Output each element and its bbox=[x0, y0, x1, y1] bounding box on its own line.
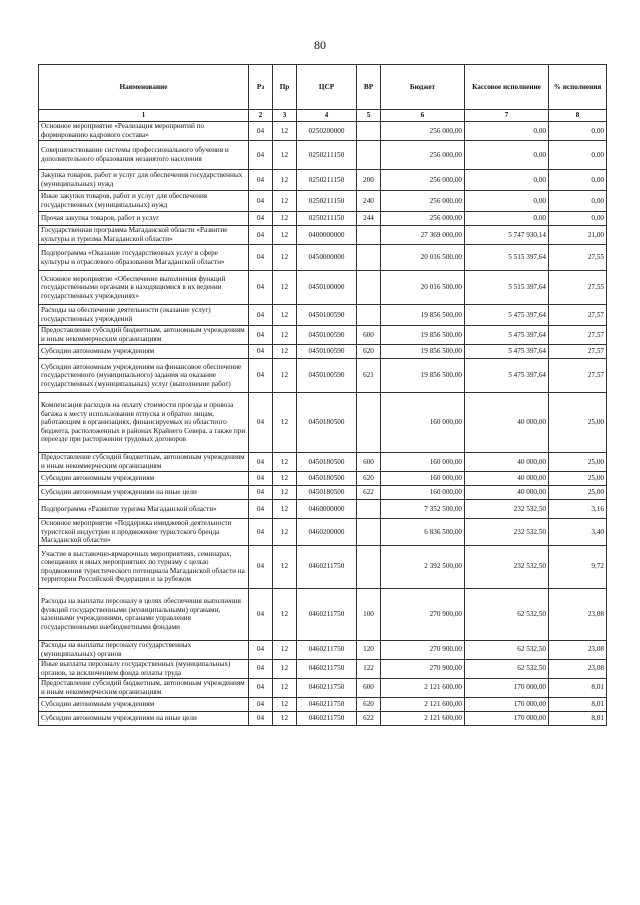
cell-budget: 19 856 500,00 bbox=[381, 326, 465, 345]
cell-rz: 04 bbox=[249, 170, 273, 191]
cell-rz: 04 bbox=[249, 588, 273, 640]
cell-percent: 27,55 bbox=[549, 271, 607, 305]
cell-name: Прочая закупка товаров, работ и услуг bbox=[39, 212, 249, 226]
cell-pr: 12 bbox=[273, 472, 297, 486]
cell-rz: 04 bbox=[249, 122, 273, 141]
cell-name: Подпрограмма «Оказание государственных услуг в сфере культуры и отраслевого образования Магаданской области» bbox=[39, 245, 249, 271]
cell-percent: 25,00 bbox=[549, 486, 607, 500]
table-body bbox=[39, 122, 607, 726]
cell-name: Подпрограмма «Развитие туризма Магаданской области» bbox=[39, 500, 249, 519]
cell-name: Субсидии автономным учреждениям bbox=[39, 697, 249, 711]
cell-csr: 0450100000 bbox=[297, 271, 357, 305]
cell-kassa: 170 000,00 bbox=[465, 697, 549, 711]
cell-pr: 12 bbox=[273, 271, 297, 305]
cell-kassa: 0,00 bbox=[465, 170, 549, 191]
cell-pr: 12 bbox=[273, 486, 297, 500]
cell-budget: 160 000,00 bbox=[381, 486, 465, 500]
cell-name: Предоставление субсидий бюджетным, автономным учреждениям и иным некоммерческим организациям bbox=[39, 678, 249, 697]
table-row bbox=[39, 545, 607, 588]
cell-kassa: 0,00 bbox=[465, 191, 549, 212]
cell-percent: 27,57 bbox=[549, 345, 607, 359]
cell-pr: 12 bbox=[273, 141, 297, 170]
cell-name: Государственная программа Магаданской области «Развитие культуры и туризма Магаданской области» bbox=[39, 226, 249, 245]
cell-vr: 600 bbox=[357, 326, 381, 345]
cell-percent: 0,00 bbox=[549, 170, 607, 191]
cell-name: Иные закупки товаров, работ и услуг для обеспечения государственных (муниципальных) нужд bbox=[39, 191, 249, 212]
page-number: 80 bbox=[314, 38, 326, 52]
cell-vr bbox=[357, 545, 381, 588]
cell-percent: 0,00 bbox=[549, 191, 607, 212]
cell-pr: 12 bbox=[273, 245, 297, 271]
cell-vr: 622 bbox=[357, 711, 381, 725]
cell-percent: 27,57 bbox=[549, 305, 607, 326]
cell-rz: 04 bbox=[249, 472, 273, 486]
cell-budget: 6 836 500,00 bbox=[381, 519, 465, 546]
cell-percent: 23,08 bbox=[549, 588, 607, 640]
cell-pr: 12 bbox=[273, 659, 297, 678]
table-row bbox=[39, 659, 607, 678]
cell-name: Субсидии автономным учреждениям на иные цели bbox=[39, 711, 249, 725]
table-row bbox=[39, 500, 607, 519]
cell-pr: 12 bbox=[273, 345, 297, 359]
cell-rz: 04 bbox=[249, 245, 273, 271]
cell-rz: 04 bbox=[249, 305, 273, 326]
cell-budget: 19 856 500,00 bbox=[381, 305, 465, 326]
cell-name: Основное мероприятие «Обеспечение выполнения функций государственными органами в находящимися в их ведении государственных учреждениях» bbox=[39, 271, 249, 305]
cell-name: Закупка товаров, работ и услуг для обеспечения государственных (муниципальных) нужд bbox=[39, 170, 249, 191]
cell-pr: 12 bbox=[273, 519, 297, 546]
cell-name: Расходы на обеспечение деятельности (оказание услуг) государственных учреждений bbox=[39, 305, 249, 326]
cell-name: Субсидии автономным учреждениям bbox=[39, 345, 249, 359]
cell-vr bbox=[357, 305, 381, 326]
cell-vr bbox=[357, 393, 381, 453]
header-vr: ВР bbox=[357, 65, 381, 110]
cell-vr: 620 bbox=[357, 697, 381, 711]
cell-kassa: 62 532,50 bbox=[465, 588, 549, 640]
table-row bbox=[39, 226, 607, 245]
cell-budget: 256 000,00 bbox=[381, 191, 465, 212]
column-number: 8 bbox=[549, 110, 607, 122]
cell-vr bbox=[357, 500, 381, 519]
cell-percent: 21,00 bbox=[549, 226, 607, 245]
cell-budget: 20 016 500,00 bbox=[381, 245, 465, 271]
cell-kassa: 40 000,00 bbox=[465, 486, 549, 500]
cell-vr bbox=[357, 141, 381, 170]
cell-csr: 0460211750 bbox=[297, 678, 357, 697]
cell-rz: 04 bbox=[249, 212, 273, 226]
cell-budget: 270 900,00 bbox=[381, 659, 465, 678]
table-row bbox=[39, 141, 607, 170]
cell-kassa: 40 000,00 bbox=[465, 453, 549, 472]
cell-budget: 256 000,00 bbox=[381, 122, 465, 141]
cell-budget: 27 369 000,00 bbox=[381, 226, 465, 245]
cell-percent: 3,40 bbox=[549, 519, 607, 546]
cell-vr: 620 bbox=[357, 345, 381, 359]
column-number: 5 bbox=[357, 110, 381, 122]
cell-rz: 04 bbox=[249, 678, 273, 697]
cell-kassa: 170 000,00 bbox=[465, 711, 549, 725]
cell-budget: 270 900,00 bbox=[381, 640, 465, 659]
table-row bbox=[39, 697, 607, 711]
cell-csr: 0450180500 bbox=[297, 486, 357, 500]
cell-budget: 270 900,00 bbox=[381, 588, 465, 640]
cell-csr: 0250211150 bbox=[297, 141, 357, 170]
cell-vr: 240 bbox=[357, 191, 381, 212]
cell-percent: 3,16 bbox=[549, 500, 607, 519]
cell-kassa: 5 475 397,64 bbox=[465, 345, 549, 359]
cell-csr: 0460211750 bbox=[297, 545, 357, 588]
table-row bbox=[39, 640, 607, 659]
cell-rz: 04 bbox=[249, 271, 273, 305]
header-kassa: Кассовое исполнение bbox=[465, 65, 549, 110]
cell-budget: 19 856 500,00 bbox=[381, 345, 465, 359]
cell-pr: 12 bbox=[273, 697, 297, 711]
cell-csr: 0460200000 bbox=[297, 519, 357, 546]
table-row bbox=[39, 588, 607, 640]
cell-csr: 0460211750 bbox=[297, 640, 357, 659]
cell-vr bbox=[357, 271, 381, 305]
cell-kassa: 5 515 397,64 bbox=[465, 271, 549, 305]
cell-budget: 2 121 600,00 bbox=[381, 711, 465, 725]
cell-vr bbox=[357, 245, 381, 271]
cell-csr: 0450100590 bbox=[297, 326, 357, 345]
cell-vr bbox=[357, 519, 381, 546]
cell-name: Расходы на выплаты персоналу государственных (муниципальных) органов bbox=[39, 640, 249, 659]
cell-percent: 8,01 bbox=[549, 678, 607, 697]
cell-pr: 12 bbox=[273, 453, 297, 472]
cell-budget: 20 016 500,00 bbox=[381, 271, 465, 305]
table-row bbox=[39, 711, 607, 725]
cell-percent: 27,55 bbox=[549, 245, 607, 271]
cell-rz: 04 bbox=[249, 226, 273, 245]
cell-kassa: 40 000,00 bbox=[465, 472, 549, 486]
table-row bbox=[39, 212, 607, 226]
cell-percent: 8,01 bbox=[549, 711, 607, 725]
cell-percent: 9,72 bbox=[549, 545, 607, 588]
cell-name: Компенсация расходов на оплату стоимости проезда и провоза багажа к месту использования отпуска и обратно лицам, работающим в организациях, финансируемых из областного бюджета, расположенных в районах Крайнего Севера, а также при переезде при расторжении трудовых договоров bbox=[39, 393, 249, 453]
column-number: 1 bbox=[39, 110, 249, 122]
cell-kassa: 0,00 bbox=[465, 212, 549, 226]
cell-percent: 27,57 bbox=[549, 359, 607, 393]
cell-budget: 7 352 500,00 bbox=[381, 500, 465, 519]
cell-percent: 23,08 bbox=[549, 640, 607, 659]
cell-vr: 622 bbox=[357, 486, 381, 500]
cell-vr: 620 bbox=[357, 472, 381, 486]
cell-name: Субсидии автономным учреждениям bbox=[39, 472, 249, 486]
cell-pr: 12 bbox=[273, 545, 297, 588]
cell-pr: 12 bbox=[273, 326, 297, 345]
cell-rz: 04 bbox=[249, 486, 273, 500]
cell-vr: 600 bbox=[357, 453, 381, 472]
cell-budget: 160 000,00 bbox=[381, 472, 465, 486]
header-row bbox=[39, 65, 607, 110]
table-row bbox=[39, 305, 607, 326]
cell-percent: 25,00 bbox=[549, 472, 607, 486]
cell-csr: 0250211150 bbox=[297, 191, 357, 212]
cell-name: Субсидии автономным учреждениям на иные цели bbox=[39, 486, 249, 500]
cell-kassa: 62 532,50 bbox=[465, 659, 549, 678]
cell-percent: 0,00 bbox=[549, 212, 607, 226]
cell-budget: 2 121 600,00 bbox=[381, 697, 465, 711]
table-row bbox=[39, 271, 607, 305]
cell-vr: 621 bbox=[357, 359, 381, 393]
cell-rz: 04 bbox=[249, 326, 273, 345]
cell-name: Субсидии автономным учреждениям на финансовое обеспечение государственного (муниципального) задания на оказание государственных (муниципальных) услуг (выполнение работ) bbox=[39, 359, 249, 393]
header-name: Наименование bbox=[39, 65, 249, 110]
cell-csr: 0250200000 bbox=[297, 122, 357, 141]
cell-csr: 0450100590 bbox=[297, 305, 357, 326]
cell-csr: 0460000000 bbox=[297, 500, 357, 519]
cell-pr: 12 bbox=[273, 170, 297, 191]
cell-pr: 12 bbox=[273, 640, 297, 659]
table-row bbox=[39, 345, 607, 359]
cell-kassa: 62 532,50 bbox=[465, 640, 549, 659]
cell-csr: 0460211750 bbox=[297, 659, 357, 678]
cell-pr: 12 bbox=[273, 588, 297, 640]
table-row bbox=[39, 678, 607, 697]
cell-percent: 0,00 bbox=[549, 141, 607, 170]
cell-rz: 04 bbox=[249, 393, 273, 453]
cell-pr: 12 bbox=[273, 191, 297, 212]
cell-kassa: 5 747 930,14 bbox=[465, 226, 549, 245]
cell-kassa: 5 475 397,64 bbox=[465, 326, 549, 345]
cell-budget: 2 121 600,00 bbox=[381, 678, 465, 697]
cell-percent: 0,00 bbox=[549, 122, 607, 141]
cell-rz: 04 bbox=[249, 659, 273, 678]
budget-execution-table bbox=[38, 64, 607, 726]
cell-name: Основное мероприятие «Поддержка имиджевой деятельности туристской индустрии и продвижение туристского бренда Магаданской области» bbox=[39, 519, 249, 546]
column-number: 4 bbox=[297, 110, 357, 122]
cell-pr: 12 bbox=[273, 711, 297, 725]
cell-rz: 04 bbox=[249, 453, 273, 472]
cell-vr: 120 bbox=[357, 640, 381, 659]
cell-kassa: 5 475 397,64 bbox=[465, 359, 549, 393]
cell-budget: 160 000,00 bbox=[381, 453, 465, 472]
cell-vr bbox=[357, 122, 381, 141]
cell-budget: 160 000,00 bbox=[381, 393, 465, 453]
cell-budget: 256 000,00 bbox=[381, 212, 465, 226]
cell-rz: 04 bbox=[249, 191, 273, 212]
cell-vr: 122 bbox=[357, 659, 381, 678]
cell-rz: 04 bbox=[249, 640, 273, 659]
cell-csr: 0450180500 bbox=[297, 472, 357, 486]
cell-vr: 244 bbox=[357, 212, 381, 226]
cell-rz: 04 bbox=[249, 545, 273, 588]
cell-rz: 04 bbox=[249, 500, 273, 519]
table-row bbox=[39, 170, 607, 191]
cell-kassa: 232 532,50 bbox=[465, 519, 549, 546]
cell-kassa: 5 475 397,64 bbox=[465, 305, 549, 326]
cell-name: Предоставление субсидий бюджетным, автономным учреждениям и иным некоммерческим организациям bbox=[39, 326, 249, 345]
cell-name: Предоставление субсидий бюджетным, автономным учреждениям и иным некоммерческим организациям bbox=[39, 453, 249, 472]
cell-kassa: 40 000,00 bbox=[465, 393, 549, 453]
column-number: 6 bbox=[381, 110, 465, 122]
cell-budget: 256 000,00 bbox=[381, 170, 465, 191]
table-row bbox=[39, 359, 607, 393]
cell-vr: 100 bbox=[357, 588, 381, 640]
cell-csr: 0460211750 bbox=[297, 711, 357, 725]
cell-name: Основное мероприятие «Реализация мероприятий по формированию кадрового состава» bbox=[39, 122, 249, 141]
cell-csr: 0450100590 bbox=[297, 359, 357, 393]
cell-budget: 256 000,00 bbox=[381, 141, 465, 170]
cell-csr: 0450000000 bbox=[297, 245, 357, 271]
cell-pr: 12 bbox=[273, 212, 297, 226]
cell-pr: 12 bbox=[273, 393, 297, 453]
table-row bbox=[39, 393, 607, 453]
header-csr: ЦСР bbox=[297, 65, 357, 110]
table-row bbox=[39, 453, 607, 472]
header-pr: Пр bbox=[273, 65, 297, 110]
cell-pr: 12 bbox=[273, 305, 297, 326]
cell-rz: 04 bbox=[249, 697, 273, 711]
cell-name: Иные выплаты персоналу государственных (муниципальных) органов, за исключением фонда оплаты труда bbox=[39, 659, 249, 678]
table-row bbox=[39, 519, 607, 546]
cell-name: Участие в выставочно-ярмарочных мероприятиях, семинарах, совещаниях и иных мероприятиях по туризму с целью продвижения туристического потенциала Магаданской области на территории Российской Федерации и за рубежом bbox=[39, 545, 249, 588]
cell-percent: 25,00 bbox=[549, 453, 607, 472]
cell-percent: 23,08 bbox=[549, 659, 607, 678]
cell-rz: 04 bbox=[249, 345, 273, 359]
cell-csr: 0460211750 bbox=[297, 588, 357, 640]
cell-pr: 12 bbox=[273, 226, 297, 245]
cell-rz: 04 bbox=[249, 519, 273, 546]
cell-percent: 27,57 bbox=[549, 326, 607, 345]
cell-rz: 04 bbox=[249, 141, 273, 170]
cell-name: Совершенствование системы профессионального обучения и дополнительного образования незанятого населения bbox=[39, 141, 249, 170]
cell-vr: 200 bbox=[357, 170, 381, 191]
cell-kassa: 232 532,50 bbox=[465, 500, 549, 519]
cell-rz: 04 bbox=[249, 711, 273, 725]
cell-kassa: 232 532,50 bbox=[465, 545, 549, 588]
cell-pr: 12 bbox=[273, 359, 297, 393]
cell-name: Расходы на выплаты персоналу в целях обеспечения выполнения функций государственными (муниципальными) органами, казенными учреждениями, органами управления государственными внебюджетными фондами bbox=[39, 588, 249, 640]
cell-vr: 600 bbox=[357, 678, 381, 697]
cell-vr bbox=[357, 226, 381, 245]
column-number: 2 bbox=[249, 110, 273, 122]
table-row bbox=[39, 486, 607, 500]
cell-csr: 0400000000 bbox=[297, 226, 357, 245]
cell-pr: 12 bbox=[273, 500, 297, 519]
cell-csr: 0450100590 bbox=[297, 345, 357, 359]
cell-percent: 25,00 bbox=[549, 393, 607, 453]
cell-csr: 0460211750 bbox=[297, 697, 357, 711]
table-row bbox=[39, 245, 607, 271]
cell-pr: 12 bbox=[273, 678, 297, 697]
column-number-row bbox=[39, 110, 607, 122]
cell-kassa: 0,00 bbox=[465, 141, 549, 170]
cell-kassa: 0,00 bbox=[465, 122, 549, 141]
cell-csr: 0450180500 bbox=[297, 393, 357, 453]
cell-budget: 2 392 500,00 bbox=[381, 545, 465, 588]
table-row bbox=[39, 122, 607, 141]
header-budget: Бюджет bbox=[381, 65, 465, 110]
cell-csr: 0250211150 bbox=[297, 170, 357, 191]
header-rz: Рз bbox=[249, 65, 273, 110]
cell-kassa: 5 515 397,64 bbox=[465, 245, 549, 271]
cell-percent: 8,01 bbox=[549, 697, 607, 711]
cell-csr: 0450180500 bbox=[297, 453, 357, 472]
table-row bbox=[39, 472, 607, 486]
column-number: 3 bbox=[273, 110, 297, 122]
header-percent: % исполнения bbox=[549, 65, 607, 110]
cell-budget: 19 856 500,00 bbox=[381, 359, 465, 393]
table-row bbox=[39, 191, 607, 212]
cell-kassa: 170 000,00 bbox=[465, 678, 549, 697]
cell-rz: 04 bbox=[249, 359, 273, 393]
column-number: 7 bbox=[465, 110, 549, 122]
cell-pr: 12 bbox=[273, 122, 297, 141]
table-row bbox=[39, 326, 607, 345]
cell-csr: 0250211150 bbox=[297, 212, 357, 226]
